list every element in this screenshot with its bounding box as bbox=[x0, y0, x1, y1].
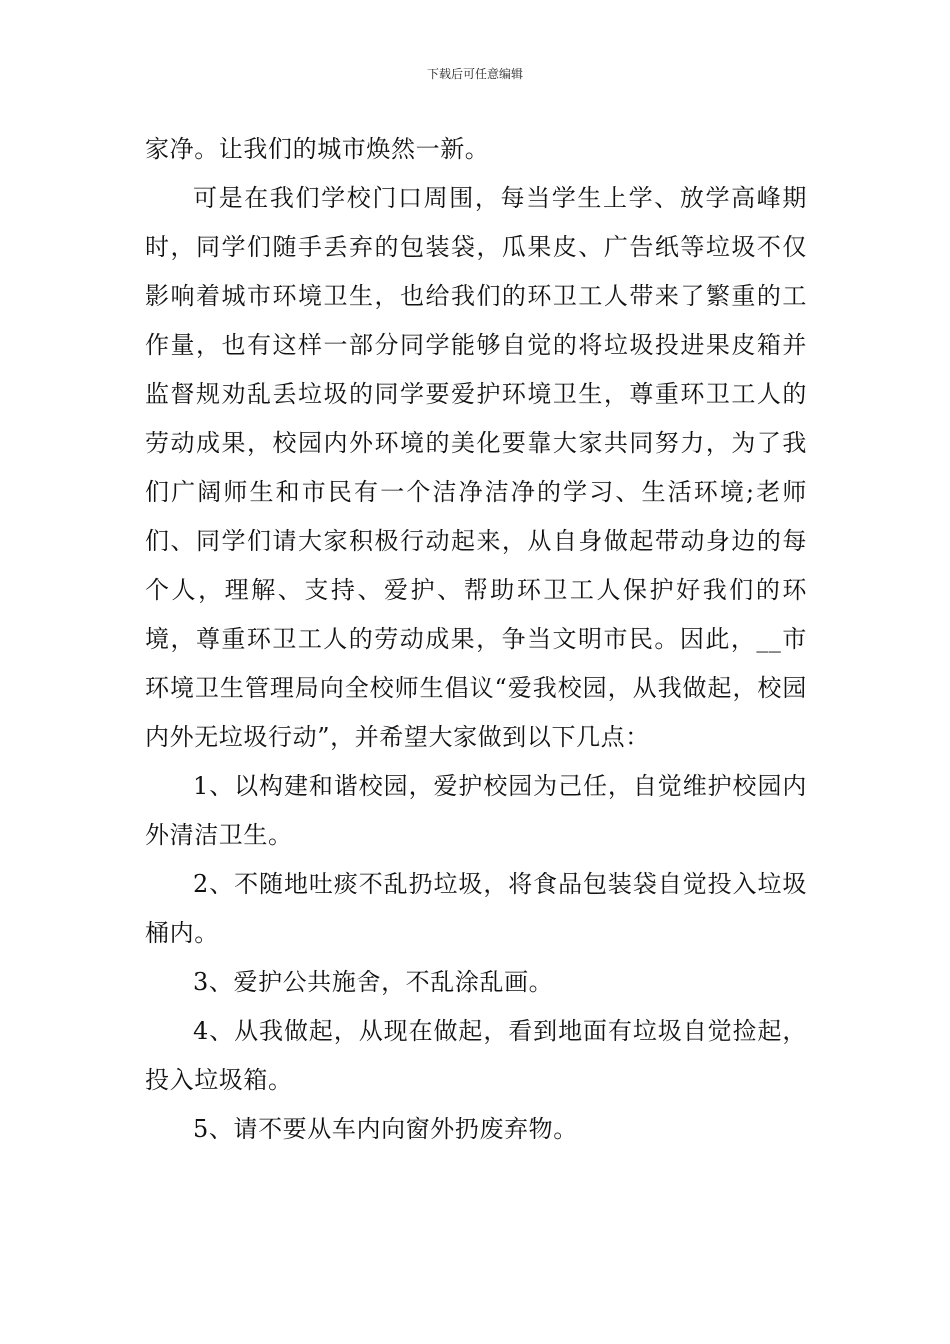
list-item-2: 2、不随地吐痰不乱扔垃圾，将食品包装袋自觉投入垃圾桶内。 bbox=[145, 870, 807, 947]
list-item-4: 4、从我做起，从现在做起，看到地面有垃圾自觉捡起，投入垃圾箱。 bbox=[145, 1017, 807, 1094]
page-header: 下载后可任意编辑 bbox=[426, 67, 523, 81]
paragraph-main-body: 可是在我们学校门口周围，每当学生上学、放学高峰期时，同学们随手丢弃的包装袋，瓜果皮、广告纸等垃圾不仅影响着城市环境卫生，也给我们的环卫工人带来了繁重的工作量，也有这样一部分同学能够自觉的将垃圾投进果皮箱并监督规劝乱丢垃圾的同学要爱护环境卫生，尊重环卫工人的劳动成果，校园内外环境的美化要靠大家共同努力，为了我们广阔师生和市民有一个洁净洁净的学习、生活环境;老师们、同学们请大家积极行动起来，从自身做起带动身边的每个人，理解、支持、爱护、帮助环卫工人保护好我们的环境，尊重环卫工人的劳动成果，争当文明市民。因此，__市环境卫生管理局向全校师生倡议“爱我校园，从我做起，校园内外无垃圾行动”，并希望大家做到以下几点： bbox=[145, 184, 807, 751]
list-item-5: 5、请不要从车内向窗外扔废弃物。 bbox=[193, 1115, 578, 1143]
list-item-3: 3、爱护公共施舍，不乱涂乱画。 bbox=[193, 968, 554, 996]
document-body bbox=[145, 125, 807, 1154]
paragraph-continuation: 家净。让我们的城市焕然一新。 bbox=[145, 135, 490, 163]
list-item-1: 1、以构建和谐校园，爱护校园为己任，自觉维护校园内外清洁卫生。 bbox=[145, 772, 807, 849]
